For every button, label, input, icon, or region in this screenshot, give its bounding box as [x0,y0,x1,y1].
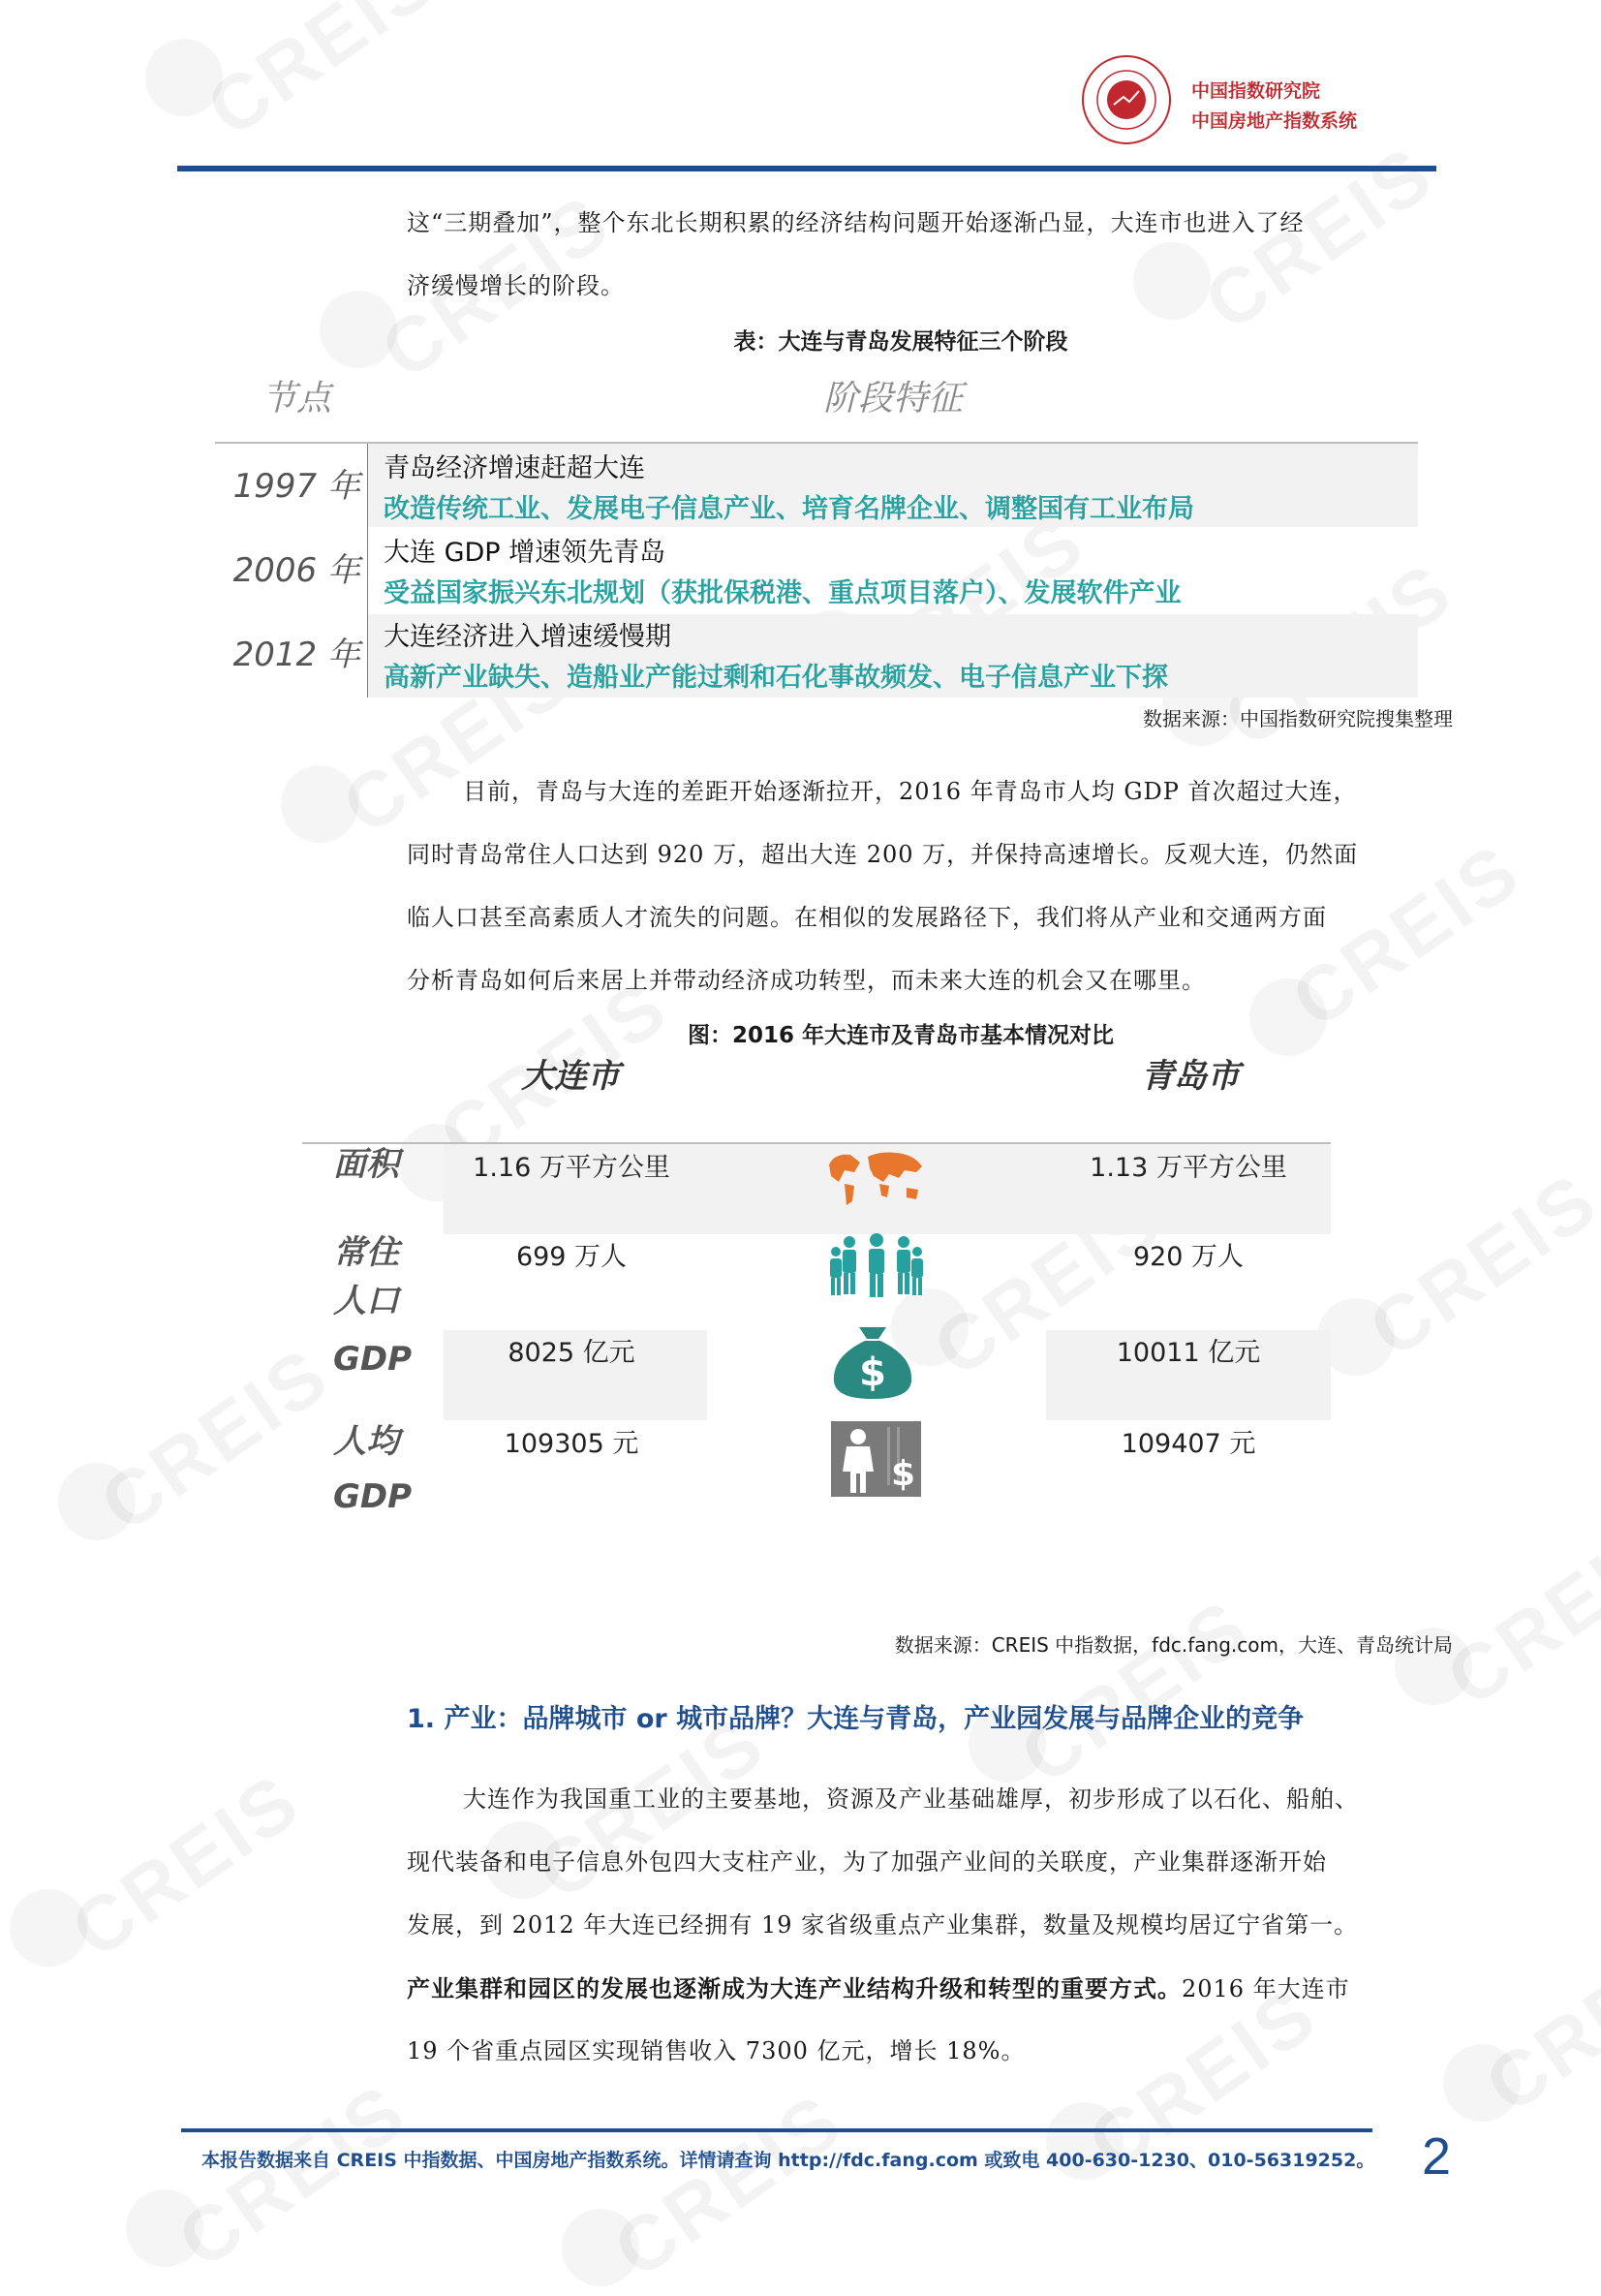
money-bag-icon [826,1323,919,1401]
section1-line-2: 现代装备和电子信息外包四大支柱产业，为了加强产业间的关联度，产业集群逐渐开始 [407,1848,1327,1876]
table2-qingdao-value: 10011 亿元 [1116,1338,1261,1368]
intro-line-1: 这“三期叠加”，整个东北长期积累的经济结构问题开始逐渐凸显，大连市也进入了经 [407,209,1305,236]
watermark [192,0,452,155]
section1-line-4-rest: 2016 年大连市 [1182,1975,1350,2002]
watermark [163,2065,423,2285]
watermark [1354,1155,1601,1375]
column-qingdao: 青岛市 [1141,1057,1240,1096]
section1-line-5: 19 个省重点园区实现销售收入 7300 亿元，增长 18%。 [407,2037,1026,2064]
intro-line-2: 济缓慢增长的阶段。 [407,272,625,299]
table2-qingdao-value: 920 万人 [1132,1242,1245,1272]
table2-qingdao-value: 1.13 万平方公里 [1090,1153,1287,1183]
table1-header-node: 节点 [262,379,332,419]
para2-line-2: 同时青岛常住人口达到 920 万，超出大连 200 万，并保持高速增长。反观大连，仍然面 [407,841,1359,868]
table2-dalian-value: 8025 亿元 [508,1338,635,1368]
table1-source: 数据来源：中国指数研究院搜集整理 [1143,707,1453,730]
table2-label: 人均 [333,1422,399,1461]
table2-source: 数据来源：CREIS 中指数据，fdc.fang.com，大连、青岛统计局 [894,1633,1453,1657]
table1-stage-title: 青岛经济增速赶超大连 [384,453,645,483]
section1-line-3: 发展，到 2012 年大连已经拥有 19 家省级重点产业集群，数量及规模均居辽宁省第一。 [407,1911,1359,1939]
table2-label: 常住 [333,1233,399,1272]
section1-line-4 [407,1957,1433,2021]
svg-text:$: $ [859,1350,886,1395]
footer-text: 本报告数据来自 CREIS 中指数据、中国房地产指数系统。详情请查询 http://fdc.fang.com 或致电 400-630-1230、010-56319252。 [201,2150,1375,2171]
population-icon [828,1232,925,1302]
table1-header-feature: 阶段特征 [823,379,964,419]
section-title: 1. 产业：品牌城市 or 城市品牌？大连与青岛，产业园发展与品牌企业的竞争 [407,1704,1305,1734]
table1-year: 2006 年 [232,551,360,590]
column-dalian: 大连市 [521,1057,620,1096]
table2-label: GDP [333,1340,413,1379]
watermark [599,2075,859,2295]
footer-rule [181,2128,1372,2132]
para2-line-3: 临人口甚至高素质人才流失的问题。在相似的发展路径下，我们将从产业和交通两方面 [407,904,1327,931]
table1-stage-detail: 改造传统工业、发展电子信息产业、培育名牌企业、调整国有工业布局 [384,494,1194,524]
table2-dalian-value: 699 万人 [515,1242,628,1272]
table2-caption: 图：2016 年大连市及青岛市基本情况对比 [687,1023,1115,1048]
org-name: 中国指数研究院 [1191,80,1321,102]
person-dollar-icon [831,1421,921,1497]
system-name: 中国房地产指数系统 [1191,110,1358,132]
table2-label: 人口 [333,1282,399,1320]
para2-line-1: 目前，青岛与大连的差距开始逐渐拉开，2016 年青岛市人均 GDP 首次超过大连， [463,778,1358,805]
table1-divider [367,444,368,698]
para2-line-4: 分析青岛如何后来居上并带动经济成功转型，而未来大连的机会又在哪里。 [407,967,1206,994]
china-index-academy-logo [1081,54,1172,145]
table1-stage-title: 大连经济进入增速缓慢期 [384,622,671,652]
table2-label: GDP [333,1477,413,1516]
table2-dalian-value: 1.16 万平方公里 [473,1153,670,1183]
section1-emphasis: 产业集群和园区的发展也逐渐成为大连产业结构升级和转型的重要方式。 [407,1974,1182,2002]
section1-line-1: 大连作为我国重工业的主要基地，资源及产业基础雄厚，初步形成了以石化、船舶、 [463,1785,1359,1813]
table1-caption: 表：大连与青岛发展特征三个阶段 [733,329,1068,355]
world-map-icon [821,1143,928,1211]
page-number: 2 [1422,2127,1452,2186]
table2-dalian-value: 109305 元 [504,1429,639,1459]
table1-year: 1997 年 [232,467,360,506]
watermark [85,1329,346,1549]
table2-qingdao-value: 109407 元 [1121,1429,1256,1459]
table1-year: 2012 年 [232,636,360,674]
watermark [56,1755,317,1975]
table2-label: 面积 [333,1145,399,1184]
table1-stage-title: 大连 GDP 增速领先青岛 [384,538,666,568]
svg-text:$: $ [891,1454,916,1494]
header-rule [177,166,1436,171]
table1-stage-detail: 高新产业缺失、造船业产能过剩和石化事故频发、电子信息产业下探 [384,663,1168,693]
table1-stage-detail: 受益国家振兴东北规划（获批保税港、重点项目落户）、发展软件产业 [384,578,1182,608]
